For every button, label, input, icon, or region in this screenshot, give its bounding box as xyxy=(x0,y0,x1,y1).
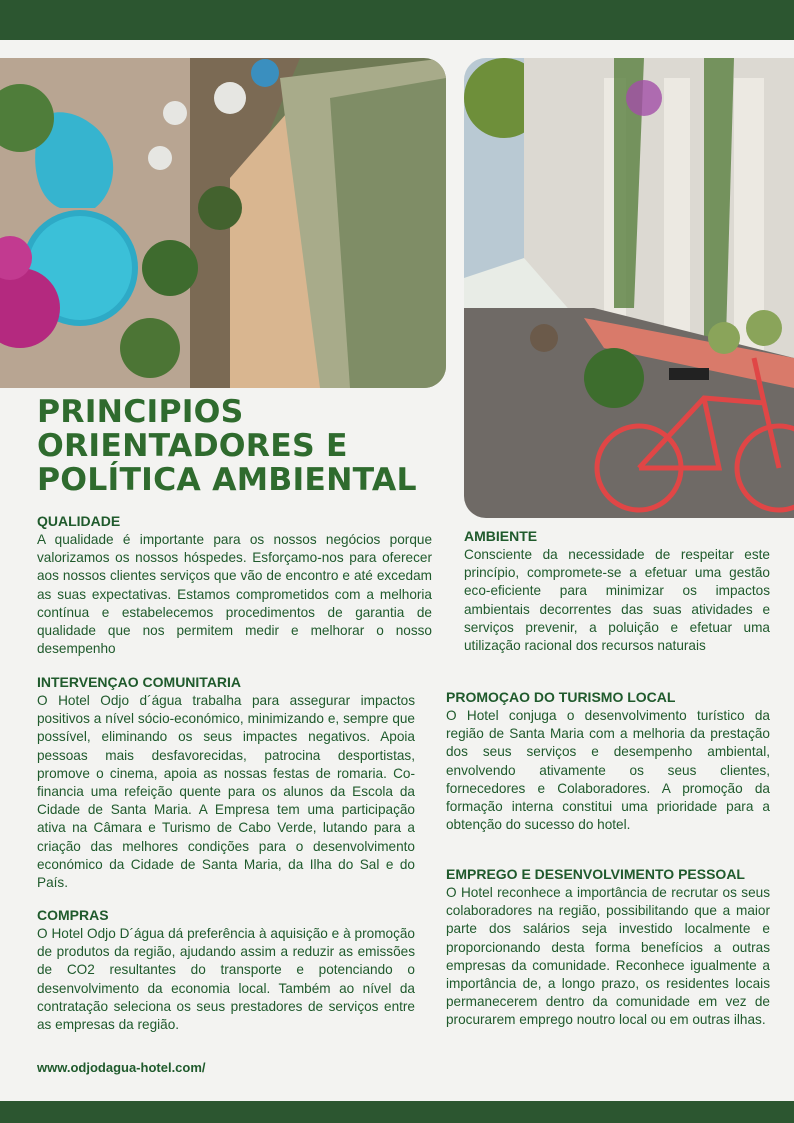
section-body-emprego: O Hotel reconhece a importância de recrutar os seus colaboradores na região, possibilitando que a maior parte dos salários seja investido localmente e proporcionando desta forma benefícios a outras empresas da comunidade. Reconhece igualmente a importância de, a longo prazo, os residentes locais permanecerem dentro da comunidade em vez de procurarem emprego noutro local ou em outras ilhas. xyxy=(446,885,770,1028)
section-heading-compras: COMPRAS xyxy=(37,907,109,923)
section-qualidade xyxy=(37,513,432,658)
title-line-2: ORIENTADORES E xyxy=(37,428,348,464)
section-heading-qualidade: QUALIDADE xyxy=(37,513,121,529)
section-body-turismo: O Hotel conjuga o desenvolvimento turístico da região de Santa Maria com a melhoria da prestação dos seus serviços e desempenho ambiental, envolvendo ativamente os seus clientes, fornecedores e Colaboradores. A promoção da formação interna constitui uma prioridade para a obtenção do sucesso do hotel. xyxy=(446,708,770,833)
aerial-pool-beach-photo xyxy=(0,58,446,388)
section-intervencao-comunitaria xyxy=(37,674,415,892)
section-heading-intervencao: INTERVENÇAO COMUNITARIA xyxy=(37,674,242,690)
section-body-qualidade: A qualidade é importante para os nossos negócios porque valorizamos os nossos hóspedes. Esforçamo-nos para oferecer aos nossos clientes serviços que vão de encontro e até excedam as suas expectativas. Estamos comprometidos com a melhoria contínua e estabelecemos procedimentos de garantia de qualidade que nos permitem medir e melhorar o nosso desempenho xyxy=(37,532,432,657)
bottom-band xyxy=(0,1101,794,1123)
section-heading-emprego: EMPREGO E DESENVOLVIMENTO PESSOAL xyxy=(446,866,745,882)
street-bicycle-photo xyxy=(464,58,794,518)
website-link[interactable]: www.odjodagua-hotel.com/ xyxy=(37,1060,206,1075)
section-emprego xyxy=(446,866,770,1030)
page-title xyxy=(37,395,447,497)
section-body-ambiente: Consciente da necessidade de respeitar este princípio, compromete-se a efetuar uma gestão eco-eficiente para minimizar os impactos ambientais decorrentes das suas atividades e serviços prevenir, a poluição e efetuar uma utilização racional dos recursos naturais xyxy=(464,547,770,654)
title-line-3: POLÍTICA AMBIENTAL xyxy=(37,462,417,498)
section-heading-turismo: PROMOÇAO DO TURISMO LOCAL xyxy=(446,689,676,705)
section-promocao-turismo xyxy=(446,689,770,834)
section-heading-ambiente: AMBIENTE xyxy=(464,528,538,544)
title-line-1: PRINCIPIOS xyxy=(37,394,244,430)
section-compras xyxy=(37,907,415,1034)
section-body-compras: O Hotel Odjo D´água dá preferência à aquisição e à promoção de produtos da região, ajudando assim a reduzir as emissões de CO2 resultantes do transporte e potenciando o desenvolvimento da economia local. Também ao nível da contratação seleciona os seus prestadores de serviços entre as empresas da região. xyxy=(37,926,415,1033)
top-band xyxy=(0,0,794,40)
section-body-intervencao: O Hotel Odjo d´água trabalha para assegurar impactos positivos a nível sócio-económico, minimizando e, sempre que possível, eliminando os seus impactes negativos. Apoia pessoas mais desfavorecidas, patrocina desportistas, promove o cinema, apoia as nossas festas de romaria. Co-financia uma refeição quente para os alunos da Escola da Cidade de Santa Maria. A Empresa tem uma participação ativa na Câmara e Turismo de Cabo Verde, lutando para a criação das melhores condições para o desenvolvimento económico da Cidade de Santa Maria, da Ilha do Sal e do País. xyxy=(37,693,415,891)
section-ambiente xyxy=(464,528,770,655)
